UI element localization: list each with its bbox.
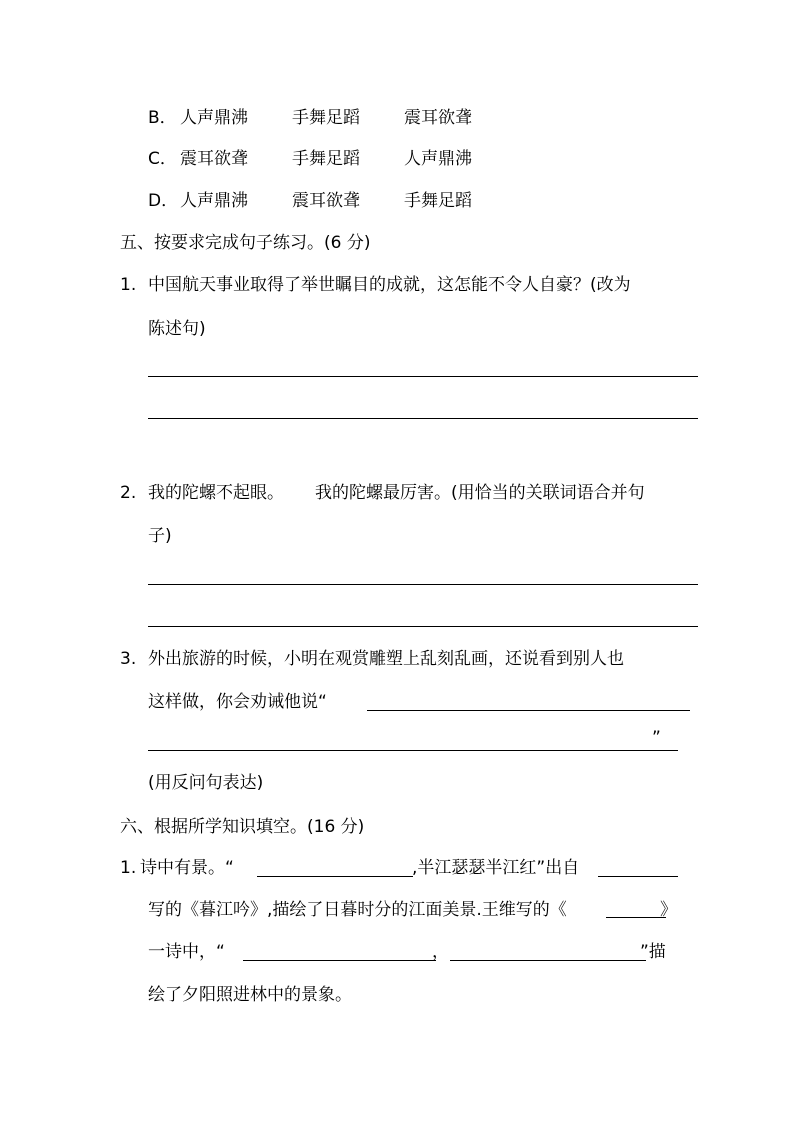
- option-label: B．: [148, 108, 177, 128]
- section5-title: 五、按要求完成句子练习。(6 分): [120, 233, 371, 253]
- section6-title: 六、根据所学知识填空。(16 分): [120, 817, 365, 837]
- option-item: 手舞足蹈: [292, 149, 360, 169]
- answer-line[interactable]: [148, 418, 698, 419]
- answer-line[interactable]: [148, 376, 698, 377]
- s6q1-text: 》: [660, 900, 677, 920]
- blank-line[interactable]: [598, 876, 678, 877]
- s6q1-text: ,半江瑟瑟半江红”出自: [412, 858, 580, 878]
- s6q1-text: 诗中有景。“: [140, 858, 234, 878]
- s6q1-text: 一诗中，“: [148, 942, 225, 962]
- option-label: C．: [148, 149, 177, 169]
- q3-text-line2: 这样做，你会劝诫他说“: [148, 692, 327, 712]
- q2-text-part1: 我的陀螺不起眼。: [148, 483, 284, 503]
- question-number: 1.: [120, 275, 137, 295]
- s6q1-text: ，: [432, 942, 449, 962]
- q1-text-line1: 中国航天事业取得了举世瞩目的成就，这怎能不令人自豪？(改为: [148, 275, 631, 295]
- answer-line[interactable]: [148, 750, 678, 751]
- option-label: D．: [148, 191, 179, 211]
- s6q1-text: 绘了夕阳照进林中的景象。: [148, 985, 352, 1005]
- q2-text-part2: 我的陀螺最厉害。(用恰当的关联词语合并句: [315, 483, 645, 503]
- answer-line[interactable]: [148, 584, 698, 585]
- blank-line[interactable]: [257, 876, 413, 877]
- q1-text-line2: 陈述句): [148, 319, 206, 339]
- close-quote: ”: [652, 728, 661, 748]
- blank-line[interactable]: [606, 917, 666, 918]
- option-item: 震耳欲聋: [292, 191, 360, 211]
- q2-text-line2: 子): [148, 526, 172, 546]
- blank-line[interactable]: [450, 960, 646, 961]
- option-item: 震耳欲聋: [180, 149, 248, 169]
- option-d: [148, 190, 472, 212]
- option-c: [148, 148, 472, 170]
- option-item: 震耳欲聋: [404, 108, 472, 128]
- option-item: 手舞足蹈: [292, 108, 360, 128]
- option-item: 手舞足蹈: [404, 191, 472, 211]
- option-item: 人声鼎沸: [180, 191, 248, 211]
- question-number: 2.: [120, 483, 137, 503]
- s6q1-text: ”描: [640, 942, 666, 962]
- option-item: 人声鼎沸: [404, 149, 472, 169]
- q3-text-line3: (用反问句表达): [148, 773, 264, 793]
- option-item: 人声鼎沸: [180, 108, 248, 128]
- option-b: [148, 107, 472, 129]
- question-number: 1.: [120, 858, 137, 878]
- answer-line[interactable]: [148, 626, 698, 627]
- blank-line[interactable]: [243, 960, 436, 961]
- q3-text-line1: 外出旅游的时候，小明在观赏雕塑上乱刻乱画，还说看到别人也: [148, 649, 624, 669]
- s6q1-text: 写的《暮江吟》,描绘了日暮时分的江面美景.王维写的《: [148, 900, 567, 920]
- answer-line[interactable]: [367, 710, 690, 711]
- question-number: 3.: [120, 649, 137, 669]
